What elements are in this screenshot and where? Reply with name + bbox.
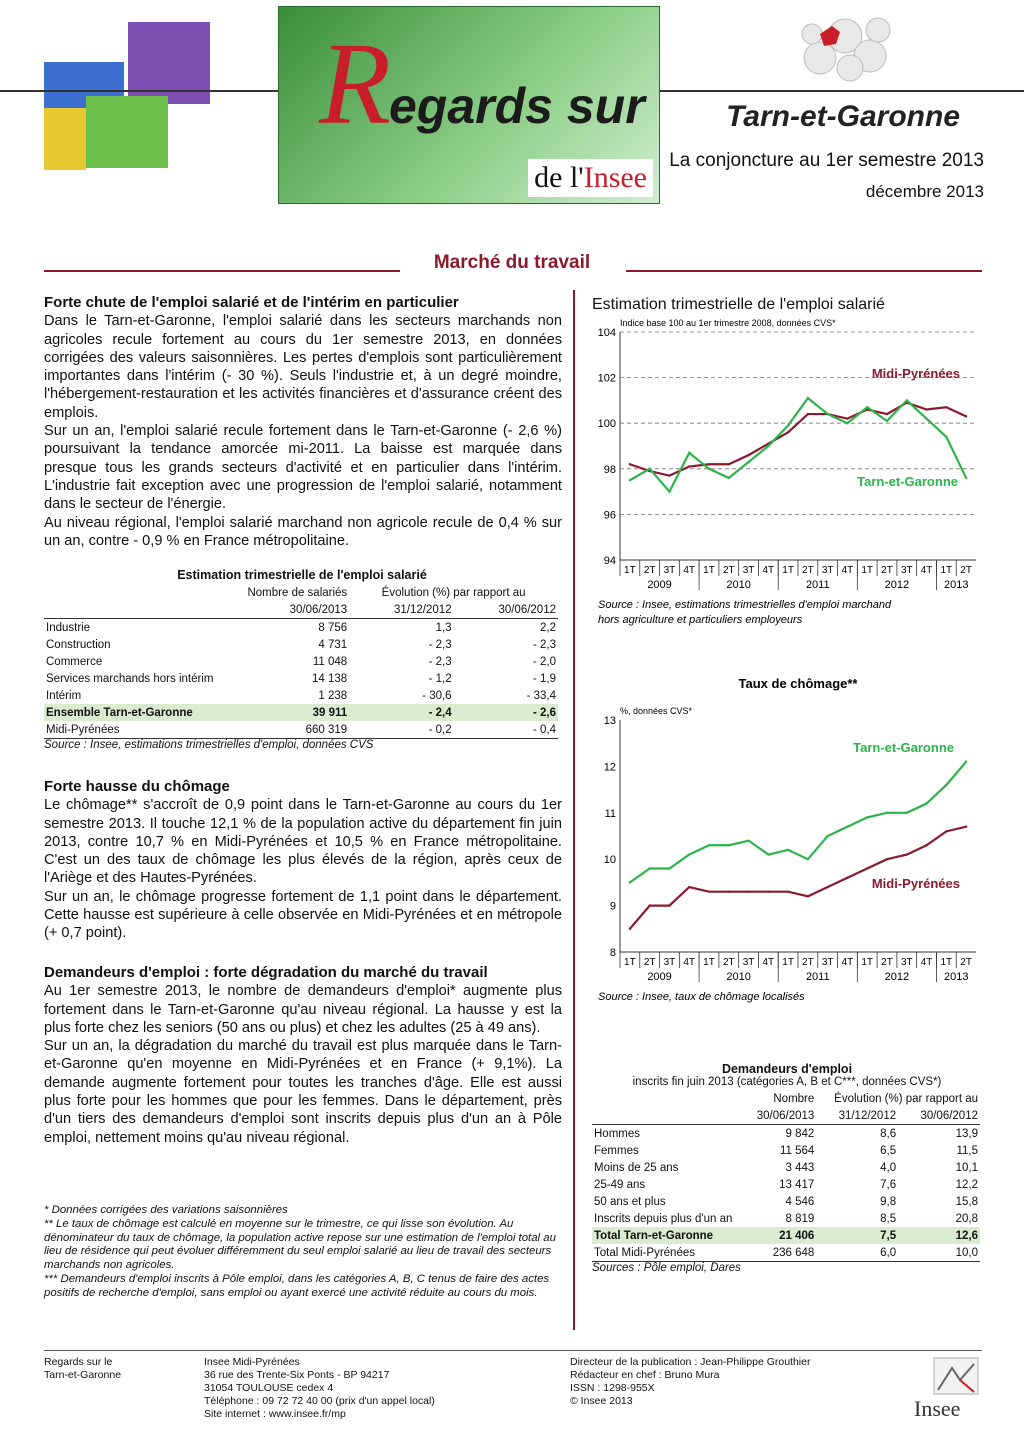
demandeurs-table-grid xyxy=(592,1090,980,1262)
data-point xyxy=(846,877,848,879)
footnote-1: * Données corrigées des variations saisonnières xyxy=(44,1204,288,1216)
demandeurs-table-head-date: 30/06/2013 xyxy=(756,1109,815,1122)
data-point xyxy=(747,839,749,841)
y-tick-label: 102 xyxy=(597,372,616,385)
x-tick-label: 2T xyxy=(960,565,972,576)
x-year-label: 2012 xyxy=(884,971,910,983)
table-row: Hommes 9 842 8,6 13,9 xyxy=(594,1127,978,1140)
demandeurs-table-source: Sources : Pôle emploi, Dares xyxy=(592,1262,741,1274)
data-point xyxy=(688,886,690,888)
data-point xyxy=(866,867,868,869)
x-tick-label: 4T xyxy=(841,565,854,576)
emploi-section xyxy=(44,294,562,550)
data-point xyxy=(846,422,848,424)
data-point xyxy=(708,468,710,470)
demandeurs-table-title: Demandeurs d'emploi xyxy=(721,1062,853,1076)
table-row: Construction 4 731 - 2,3 - 2,3 xyxy=(46,638,556,651)
data-point xyxy=(906,812,908,814)
logo-square-yellow xyxy=(44,108,86,170)
y-tick-label: 94 xyxy=(603,555,616,567)
x-year-label: 2011 xyxy=(805,579,830,591)
data-point xyxy=(906,853,908,855)
data-point xyxy=(886,420,888,422)
data-point xyxy=(747,454,749,456)
emploi-chart xyxy=(586,314,986,634)
chomage-paragraph-2: Sur un an, le chômage progresse fortement de 1,1 point dans le département. Cette hausse est supérieure à celle observée en Midi-Pyrénées et en métropole (+ 0,7 point). xyxy=(44,888,562,942)
series-line-0 xyxy=(630,762,966,883)
emploi-paragraph-1: Dans le Tarn-et-Garonne, l'emploi salarié dans les secteurs marchands non agricoles recule fortement au cours du 1er semestre 2013, en données corrigées des valeurs saisonnières. Les pertes d'emplois sont particulièrement importantes dans l'intérim (- 30 %). Seuls l'industrie et, à un degré moindre, l'hébergement-restauration et les activités financières et d'assurance créent des emplois. xyxy=(44,313,562,421)
x-tick-label: 1T xyxy=(703,957,715,968)
y-tick-label: 11 xyxy=(604,807,616,820)
data-point xyxy=(668,867,670,869)
x-year-label: 2009 xyxy=(647,579,672,591)
data-point xyxy=(925,844,927,846)
x-tick-label: 4T xyxy=(683,565,696,576)
series-label-1: Midi-Pyrénées xyxy=(871,876,960,891)
data-point xyxy=(708,463,710,465)
x-tick-label: 2T xyxy=(881,565,893,576)
emploi-table xyxy=(44,568,560,751)
x-year-label: 2009 xyxy=(647,971,672,983)
data-point xyxy=(807,397,809,399)
x-tick-label: 3T xyxy=(821,565,834,576)
footnotes xyxy=(44,1204,562,1301)
data-point xyxy=(668,490,670,492)
emploi-paragraph-2: Sur un an, l'emploi salarié recule fortement dans le Tarn-et-Garonne (- 2,6 %) poursuivant la tendance amorcée mi-2011. La baisse est marquée dans presque tous les grands secteurs d'activité et en particulier dans l'intérim. L'industrie fait exception avec une progression de l'emploi salarié, notamment dans le secteur de l'énergie. xyxy=(44,423,562,513)
x-tick-label: 1T xyxy=(940,565,953,576)
data-point xyxy=(767,890,769,892)
data-point xyxy=(787,849,789,851)
x-year-label: 2013 xyxy=(943,971,969,983)
data-point xyxy=(728,890,730,892)
chart-source-line: Source : Insee, estimations trimestrielles d'emploi marchand xyxy=(598,599,892,611)
chomage-chart xyxy=(586,676,986,1016)
table-row: Midi-Pyrénées 660 319 - 0,2 - 0,4 xyxy=(44,721,558,739)
data-point xyxy=(846,417,848,419)
x-tick-label: 3T xyxy=(663,957,676,968)
emploi-table-head-evol: Évolution (%) par rapport au xyxy=(381,586,526,599)
data-point xyxy=(688,853,690,855)
data-point xyxy=(728,844,730,846)
x-year-label: 2013 xyxy=(943,579,969,591)
x-year-label: 2010 xyxy=(726,579,751,591)
region-map-icon xyxy=(790,6,900,86)
y-tick-label: 8 xyxy=(609,947,616,959)
x-tick-label: 2T xyxy=(722,957,735,968)
data-point xyxy=(826,413,828,415)
table-row: 50 ans et plus 4 546 9,8 15,8 xyxy=(594,1195,978,1208)
data-point xyxy=(629,881,631,883)
publication-date: décembre 2013 xyxy=(865,182,984,201)
x-year-label: 2012 xyxy=(884,579,910,591)
table-row: Total Midi-Pyrénées 236 648 6,0 10,0 xyxy=(592,1244,980,1262)
column-divider xyxy=(573,290,575,1330)
data-point xyxy=(866,816,868,818)
table-row: Moins de 25 ans 3 443 4,0 10,1 xyxy=(594,1161,978,1174)
data-point xyxy=(648,867,650,869)
data-point xyxy=(708,890,710,892)
data-point xyxy=(728,477,730,479)
y-axis-label: Indice base 100 au 1er trimestre 2008, données CVS* xyxy=(620,318,836,328)
emploi-table-head-d2: 30/06/2012 xyxy=(498,603,556,616)
data-point xyxy=(925,802,927,804)
x-tick-label: 3T xyxy=(900,565,913,576)
y-tick-label: 98 xyxy=(603,463,616,476)
emploi-table-grid xyxy=(44,584,558,739)
data-point xyxy=(906,399,908,401)
data-point xyxy=(826,886,828,888)
header-rule-left xyxy=(0,90,280,92)
table-row: Intérim 1 238 - 30,6 - 33,4 xyxy=(46,689,556,702)
x-tick-label: 2T xyxy=(881,957,893,968)
table-row: 25-49 ans 13 417 7,6 12,2 xyxy=(594,1178,978,1191)
data-point xyxy=(925,408,927,410)
data-point xyxy=(688,452,690,454)
data-point xyxy=(965,477,967,479)
data-point xyxy=(945,406,947,408)
data-point xyxy=(807,895,809,897)
x-tick-label: 2T xyxy=(722,565,735,576)
y-tick-label: 9 xyxy=(609,900,616,913)
data-point xyxy=(787,890,789,892)
data-point xyxy=(945,830,947,832)
footer-address: Insee Midi-Pyrénées 36 rue des Trente-Six Ponts - BP 94217 31054 TOULOUSE cedex 4 Téléphone : 09 72 72 40 00 (prix d'un appel local) Site internet : www.insee.fr/mp xyxy=(204,1356,435,1420)
y-tick-label: 96 xyxy=(603,509,616,522)
x-tick-label: 1T xyxy=(861,957,874,968)
x-tick-label: 2T xyxy=(643,565,656,576)
publication-title: egards sur xyxy=(389,78,645,134)
emploi-table-source: Source : Insee, estimations trimestrielles d'emploi, données CVS xyxy=(44,739,374,751)
data-point xyxy=(886,812,888,814)
emploi-chart-title: Estimation trimestrielle de l'emploi salarié xyxy=(592,296,885,313)
data-point xyxy=(629,479,631,481)
insee-logo-icon xyxy=(930,1356,982,1396)
footnote-2: ** Le taux de chômage est calculé en moyenne sur le trimestre, ce qui lisse son évolution. Au dénominateur du taux de chômage, la population active repose sur une estimation de l'emploi total au lieu de résidence qui peut évoluer différemment du seul emploi salarié au lieu de travail des secteurs marchands non agricoles. xyxy=(44,1217,556,1272)
chart-source: Source : Insee, taux de chômage localisés xyxy=(598,991,805,1003)
data-point xyxy=(886,413,888,415)
demandeurs-section xyxy=(44,964,562,1147)
section-title: Marché du travail xyxy=(433,252,591,273)
emploi-table-head-nombre: Nombre de salariés xyxy=(247,586,348,599)
title-insee: Insee xyxy=(583,161,647,194)
data-point xyxy=(747,890,749,892)
data-point xyxy=(728,463,730,465)
data-point xyxy=(668,904,670,906)
data-point xyxy=(648,904,650,906)
y-axis-label: %, données CVS* xyxy=(620,706,693,716)
x-tick-label: 1T xyxy=(624,565,636,576)
data-point xyxy=(826,835,828,837)
title-initial: R xyxy=(319,18,392,149)
data-point xyxy=(965,761,967,763)
title-de: de l' xyxy=(534,161,584,194)
data-point xyxy=(807,858,809,860)
data-point xyxy=(767,853,769,855)
x-tick-label: 3T xyxy=(821,957,834,968)
data-point xyxy=(866,406,868,408)
x-tick-label: 4T xyxy=(762,957,775,968)
y-tick-label: 13 xyxy=(603,715,616,727)
x-tick-label: 2T xyxy=(960,957,972,968)
footer-publication: Regards sur le Tarn-et-Garonne xyxy=(44,1356,122,1381)
data-point xyxy=(787,431,789,433)
department-title: Tarn-et-Garonne xyxy=(726,100,960,133)
publication-subtitle xyxy=(528,159,653,197)
data-point xyxy=(945,784,947,786)
data-point xyxy=(629,463,631,465)
data-point xyxy=(846,826,848,828)
x-tick-label: 1T xyxy=(782,957,794,968)
x-tick-label: 3T xyxy=(742,565,755,576)
publication-subtitle-period: La conjoncture au 1er semestre 2013 xyxy=(669,150,984,171)
x-tick-label: 2T xyxy=(643,957,656,968)
publication-title-box xyxy=(278,6,660,204)
x-year-label: 2011 xyxy=(805,971,830,983)
demandeurs-table-head-d1: 31/12/2012 xyxy=(838,1109,897,1122)
demandeurs-paragraph-2: Sur un an, la dégradation du marché du travail est plus marquée dans le Tarn-et-Garonne qu'en moyenne en Midi-Pyrénées et en France (+ 9,1%). La demande augmente fortement pour toutes les tranches d'âge. Elle est aussi plus forte pour les hommes que pour les femmes. Dans le département, près d'un tiers des demandeurs d'emploi sont inscrits depuis plus d'un an à Pôle emploi, nettement moins qu'au niveau régional. xyxy=(44,1038,562,1146)
demandeurs-table-head-evol: Évolution (%) par rapport au xyxy=(834,1092,978,1105)
demandeurs-heading: Demandeurs d'emploi : forte dégradation du marché du travail xyxy=(44,964,488,981)
x-tick-label: 1T xyxy=(703,565,715,576)
table-row-total: Ensemble Tarn-et-Garonne 39 911 - 2,4 - 2,6 xyxy=(44,704,558,721)
data-point xyxy=(668,474,670,476)
emploi-heading: Forte chute de l'emploi salarié et de l'intérim en particulier xyxy=(44,294,459,311)
footer-credits: Directeur de la publication : Jean-Philippe Grouthier Rédacteur en chef : Bruno Mura ISSN : 1298-955X © Insee 2013 xyxy=(570,1356,811,1407)
chart-source xyxy=(598,599,892,626)
data-point xyxy=(688,465,690,467)
x-tick-label: 3T xyxy=(900,957,913,968)
chomage-heading: Forte hausse du chômage xyxy=(44,778,230,795)
series-label-0: Tarn-et-Garonne xyxy=(853,740,954,755)
x-tick-label: 1T xyxy=(624,957,636,968)
x-tick-label: 1T xyxy=(861,565,874,576)
footnote-3: *** Demandeurs d'emploi inscrits à Pôle emploi, dans les catégories A, B, C tenus de faire des actes positifs de recherche d'emploi, sans emploi ou ayant exercé une activité réduite au cours du mois. xyxy=(44,1272,550,1299)
table-row-total: Total Tarn-et-Garonne 21 406 7,5 12,6 xyxy=(592,1227,980,1244)
x-tick-label: 2T xyxy=(802,957,814,968)
emploi-paragraph-3: Au niveau régional, l'emploi salarié marchand non agricole recule de 0,4 % sur un an, contre - 0,9 % en France métropolitaine. xyxy=(44,514,562,549)
demandeurs-paragraph-1: Au 1er semestre 2013, le nombre de demandeurs d'emploi* augmente plus fortement dans le Tarn-et-Garonne qu'au niveau régional. La hausse y est la plus forte chez les seniors (50 ans ou plus) et chez les adultes (25 à 49 ans). xyxy=(44,983,562,1036)
chart-title: Taux de chômage** xyxy=(738,676,858,691)
emploi-table-title: Estimation trimestrielle de l'emploi salarié xyxy=(177,568,427,582)
x-tick-label: 4T xyxy=(762,565,775,576)
data-point xyxy=(965,415,967,417)
x-tick-label: 1T xyxy=(940,957,953,968)
data-point xyxy=(747,461,749,463)
y-tick-label: 100 xyxy=(597,418,616,431)
data-point xyxy=(925,417,927,419)
x-tick-label: 3T xyxy=(663,565,676,576)
demandeurs-table-subtitle: inscrits fin juin 2013 (catégories A, B et C***, données CVS*) xyxy=(632,1076,942,1088)
emploi-table-head-date: 30/06/2013 xyxy=(289,603,348,616)
demandeurs-table-head-d2: 30/06/2012 xyxy=(920,1109,978,1122)
logo-square-green xyxy=(86,96,168,168)
x-tick-label: 4T xyxy=(683,957,696,968)
series-label-0: Midi-Pyrénées xyxy=(871,366,960,381)
x-tick-label: 3T xyxy=(742,957,755,968)
x-tick-label: 2T xyxy=(802,565,814,576)
data-point xyxy=(886,858,888,860)
x-tick-label: 4T xyxy=(920,565,933,576)
data-point xyxy=(767,445,769,447)
demandeurs-table xyxy=(592,1062,982,1274)
table-row: Industrie 8 756 1,3 2,2 xyxy=(46,621,556,634)
table-row: Commerce 11 048 - 2,3 - 2,0 xyxy=(46,655,556,668)
x-tick-label: 4T xyxy=(920,957,933,968)
data-point xyxy=(629,928,631,930)
chart-source-line: hors agriculture et particuliers employeurs xyxy=(598,614,803,626)
y-tick-label: 12 xyxy=(603,761,616,774)
insee-logo-text: Insee xyxy=(914,1396,961,1421)
table-row: Femmes 11 564 6,5 11,5 xyxy=(594,1144,978,1157)
demandeurs-table-head-nombre: Nombre xyxy=(773,1092,815,1105)
footer-rule xyxy=(44,1350,982,1351)
table-row: Services marchands hors intérim 14 138 - 1,2 - 1,9 xyxy=(46,672,556,685)
series-label-1: Tarn-et-Garonne xyxy=(857,474,958,489)
table-row: Inscrits depuis plus d'un an 8 819 8,5 20,8 xyxy=(594,1212,978,1225)
data-point xyxy=(787,424,789,426)
data-point xyxy=(965,826,967,828)
data-point xyxy=(708,844,710,846)
y-tick-label: 104 xyxy=(597,327,616,339)
x-tick-label: 1T xyxy=(782,565,794,576)
data-point xyxy=(648,468,650,470)
emploi-table-head-d1: 31/12/2012 xyxy=(394,603,452,616)
y-tick-label: 10 xyxy=(603,854,616,867)
x-tick-label: 4T xyxy=(841,957,854,968)
data-point xyxy=(807,413,809,415)
data-point xyxy=(945,436,947,438)
header-rule-right xyxy=(658,90,1024,92)
x-year-label: 2010 xyxy=(726,971,751,983)
chomage-paragraph-1: Le chômage** s'accroît de 0,9 point dans le Tarn-et-Garonne au cours du 1er semestre 2013. Il touche 12,1 % de la population active du département fin juin 2013, contre 10,7 % en Midi-Pyrénées et 10,5 % en France métropolitaine. C'est un des taux de chômage les plus élevés de la région, après ceux de l'Ariège et des Hautes-Pyrénées. xyxy=(44,797,562,887)
chomage-section xyxy=(44,778,562,943)
